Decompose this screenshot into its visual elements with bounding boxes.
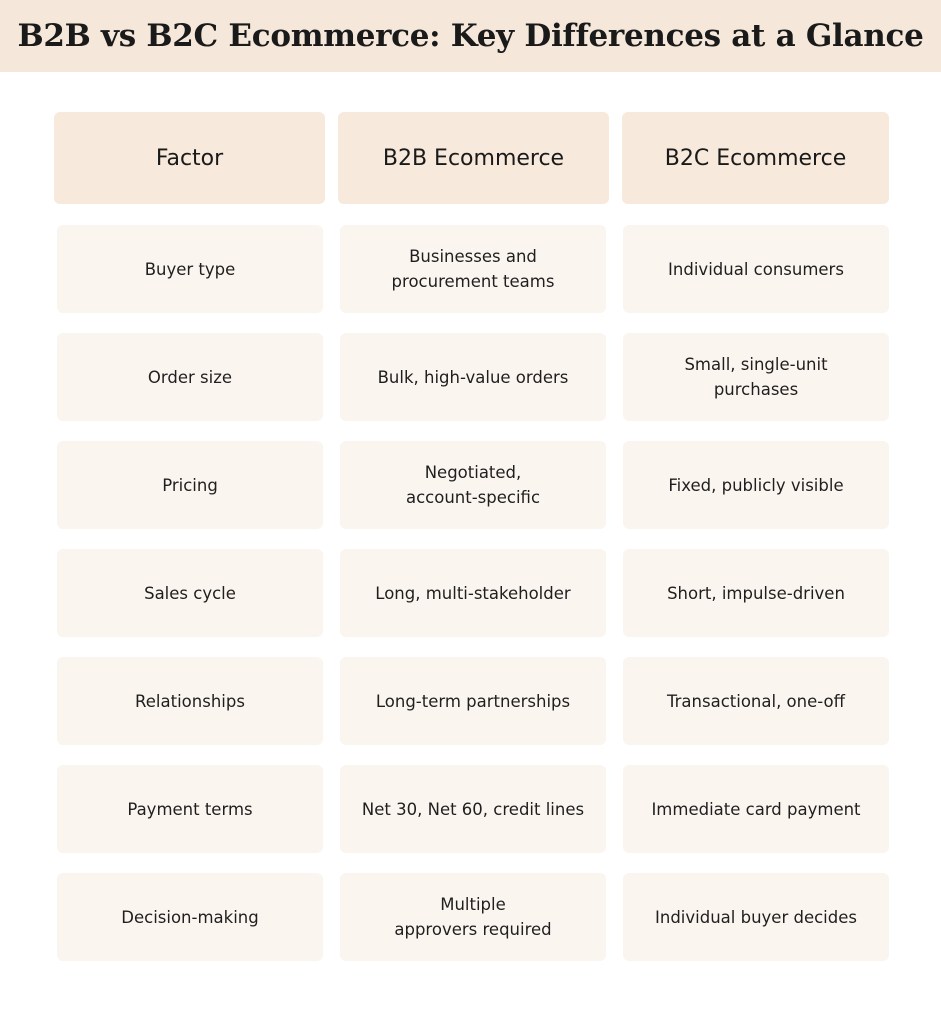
cell-b2c-pricing: Fixed, publicly visible	[623, 441, 889, 529]
header-b2b: B2B Ecommerce	[338, 112, 609, 204]
cell-factor-sales-cycle: Sales cycle	[57, 549, 323, 637]
cell-b2b-sales-cycle: Long, multi-stakeholder	[340, 549, 606, 637]
header-factor: Factor	[54, 112, 325, 204]
cell-b2c-buyer-type: Individual consumers	[623, 225, 889, 313]
cell-b2b-order-size: Bulk, high-value orders	[340, 333, 606, 421]
header-b2c: B2C Ecommerce	[622, 112, 889, 204]
cell-b2b-payment-terms: Net 30, Net 60, credit lines	[340, 765, 606, 853]
title-banner	[0, 0, 941, 72]
cell-factor-payment-terms: Payment terms	[57, 765, 323, 853]
cell-b2b-pricing: Negotiated, account-specific	[340, 441, 606, 529]
cell-b2b-buyer-type: Businesses and procurement teams	[340, 225, 606, 313]
comparison-table	[54, 112, 889, 961]
page-title: B2B vs B2C Ecommerce: Key Differences at a Glance	[17, 18, 924, 54]
cell-factor-order-size: Order size	[57, 333, 323, 421]
cell-factor-buyer-type: Buyer type	[57, 225, 323, 313]
cell-b2c-sales-cycle: Short, impulse-driven	[623, 549, 889, 637]
cell-b2c-order-size: Small, single-unit purchases	[623, 333, 889, 421]
cell-b2c-decision-making: Individual buyer decides	[623, 873, 889, 961]
cell-factor-pricing: Pricing	[57, 441, 323, 529]
cell-b2b-decision-making: Multiple approvers required	[340, 873, 606, 961]
cell-b2c-relationships: Transactional, one-off	[623, 657, 889, 745]
cell-b2b-relationships: Long-term partnerships	[340, 657, 606, 745]
cell-b2c-payment-terms: Immediate card payment	[623, 765, 889, 853]
cell-factor-decision-making: Decision-making	[57, 873, 323, 961]
table-body	[54, 225, 889, 961]
cell-factor-relationships: Relationships	[57, 657, 323, 745]
